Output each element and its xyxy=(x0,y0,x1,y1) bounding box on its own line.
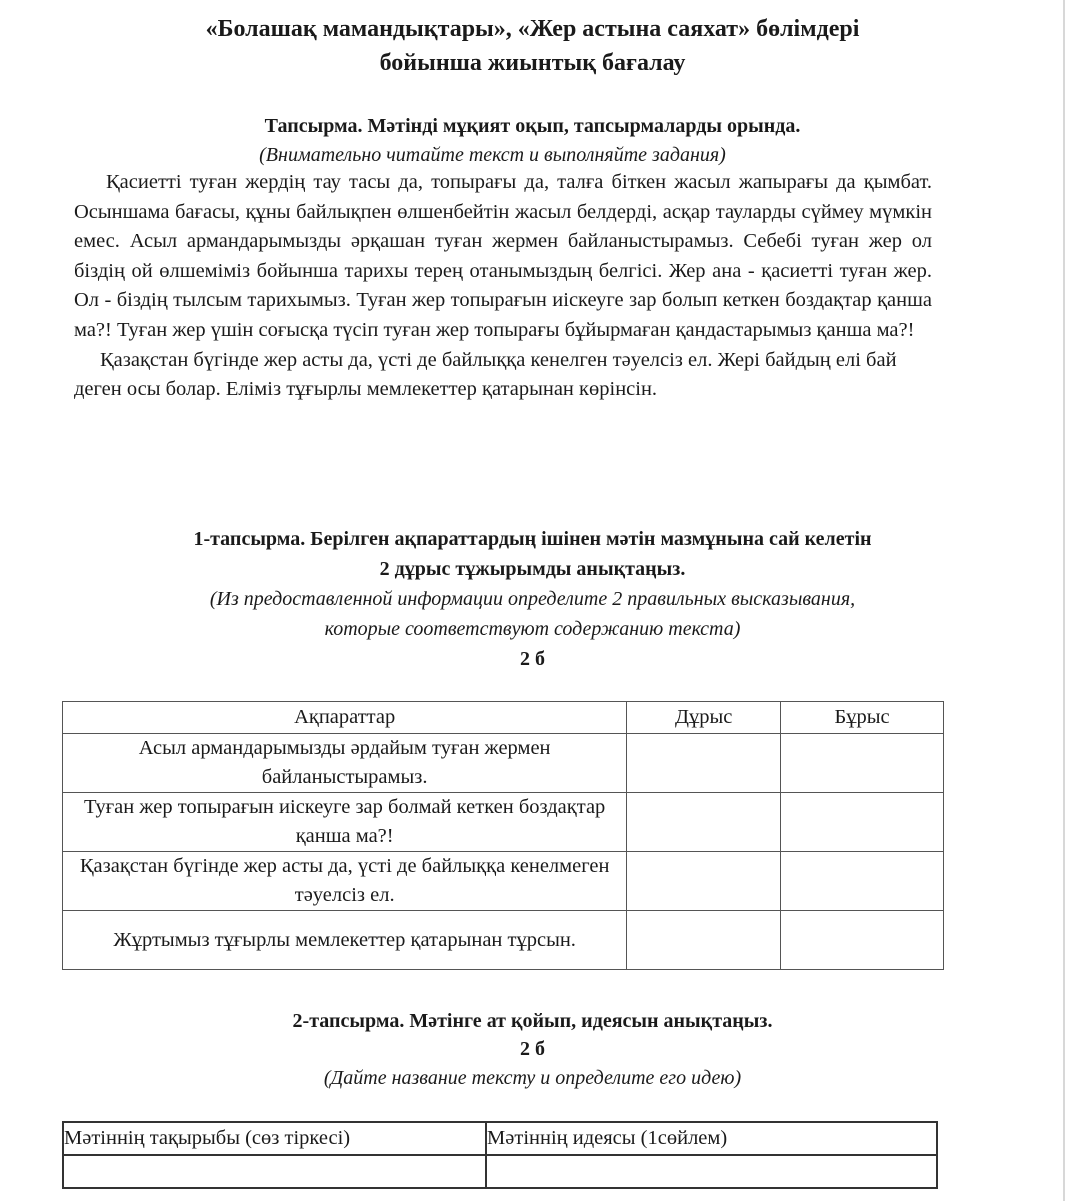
task1-heading-line-1: 1-тапсырма. Берілген ақпараттардың ішінен мәтін мазмұнына сай келетін xyxy=(193,528,872,550)
statement-cell: Туған жер топырағын иіскеуге зар болмай кеткен боздақтар қанша ма?! xyxy=(63,793,627,852)
paragraph-1: Қасиетті туған жердің тау тасы да, топырағы да, талға біткен жасыл жапырағы да қымбат. Осыншама бағасы, құны байлықпен өлшенбейтін жасыл белдерді, асқар тауларды сүймеу мүмкін емес. Асыл армандарымызды әрқашан туған жермен байланыстырамыз. Себебі туған жер ол біздің ой өлшеміміз бойынша тарихы терең отанымыздың белгісі. Жер ана - қасиетті туған жер. Ол - біздің тылсым тарихымыз. Туған жер топырағын иіскеуге зар болып кеткен боздақтар қанша ма?! Туған жер үшін соғысқа түсіп туған жер топырағы бұйырмаған қандастарымыз қанша ма?! xyxy=(74,171,932,341)
header-statements: Ақпараттар xyxy=(63,702,627,734)
correct-answer-cell[interactable] xyxy=(627,911,781,970)
table-row xyxy=(63,1155,937,1188)
wrong-answer-cell[interactable] xyxy=(781,911,944,970)
paragraph-2: Қазақстан бүгінде жер асты да, үсті де байлыққа кенелген тәуелсіз ел. Жері байдың елі бай деген осы болар. Еліміз тұғырлы мемлекеттер қатарынан көрінсін. xyxy=(74,348,897,401)
task2-points: 2 б xyxy=(520,1038,545,1060)
header-idea: Мәтіннің идеясы (1сөйлем) xyxy=(486,1122,937,1155)
statement-cell: Қазақстан бүгінде жер асты да, үсті де байлыққа кенелмеген тәуелсіз ел. xyxy=(63,852,627,911)
task1-table xyxy=(62,701,944,970)
table-row xyxy=(63,911,944,970)
table-row xyxy=(63,793,944,852)
header-title: Мәтіннің тақырыбы (сөз тіркесі) xyxy=(63,1122,486,1155)
title-line-1: «Болашақ мамандықтары», «Жер астына саяхат» бөлімдері xyxy=(205,16,860,42)
reading-text xyxy=(74,168,932,405)
task1-heading-line-2: 2 дұрыс тұжырымды анықтаңыз. xyxy=(379,558,686,580)
table-header-row xyxy=(63,702,944,734)
document-title xyxy=(0,12,1065,80)
task1-points: 2 б xyxy=(520,648,545,670)
task1-ru-line-2: которые соответствуют содержанию текста) xyxy=(324,618,741,640)
wrong-answer-cell[interactable] xyxy=(781,793,944,852)
statement-cell: Асыл армандарымызды әрдайым туған жермен байланыстырамыз. xyxy=(63,734,627,793)
idea-answer-cell[interactable] xyxy=(486,1155,937,1188)
task1-ru-line-1: (Из предоставленной информации определите 2 правильных высказывания, xyxy=(209,588,856,610)
header-wrong: Бұрыс xyxy=(781,702,944,734)
title-answer-cell[interactable] xyxy=(63,1155,486,1188)
task-heading: Тапсырма. Мәтінді мұқият оқып, тапсырмаларды орында. xyxy=(264,115,801,137)
task2-table xyxy=(62,1121,938,1189)
task2-ru: (Дайте название тексту и определите его идею) xyxy=(323,1067,742,1089)
wrong-answer-cell[interactable] xyxy=(781,734,944,793)
correct-answer-cell[interactable] xyxy=(627,734,781,793)
table-row xyxy=(63,852,944,911)
correct-answer-cell[interactable] xyxy=(627,852,781,911)
correct-answer-cell[interactable] xyxy=(627,793,781,852)
wrong-answer-cell[interactable] xyxy=(781,852,944,911)
task-heading-ru: (Внимательно читайте текст и выполняйте задания) xyxy=(259,144,726,166)
title-line-2: бойынша жиынтық бағалау xyxy=(379,50,686,76)
header-correct: Дұрыс xyxy=(627,702,781,734)
task2-heading: 2-тапсырма. Мәтінге ат қойып, идеясын анықтаңыз. xyxy=(292,1010,773,1032)
statement-cell: Жұртымыз тұғырлы мемлекеттер қатарынан тұрсын. xyxy=(63,911,627,970)
table-header-row xyxy=(63,1122,937,1155)
table-row xyxy=(63,734,944,793)
